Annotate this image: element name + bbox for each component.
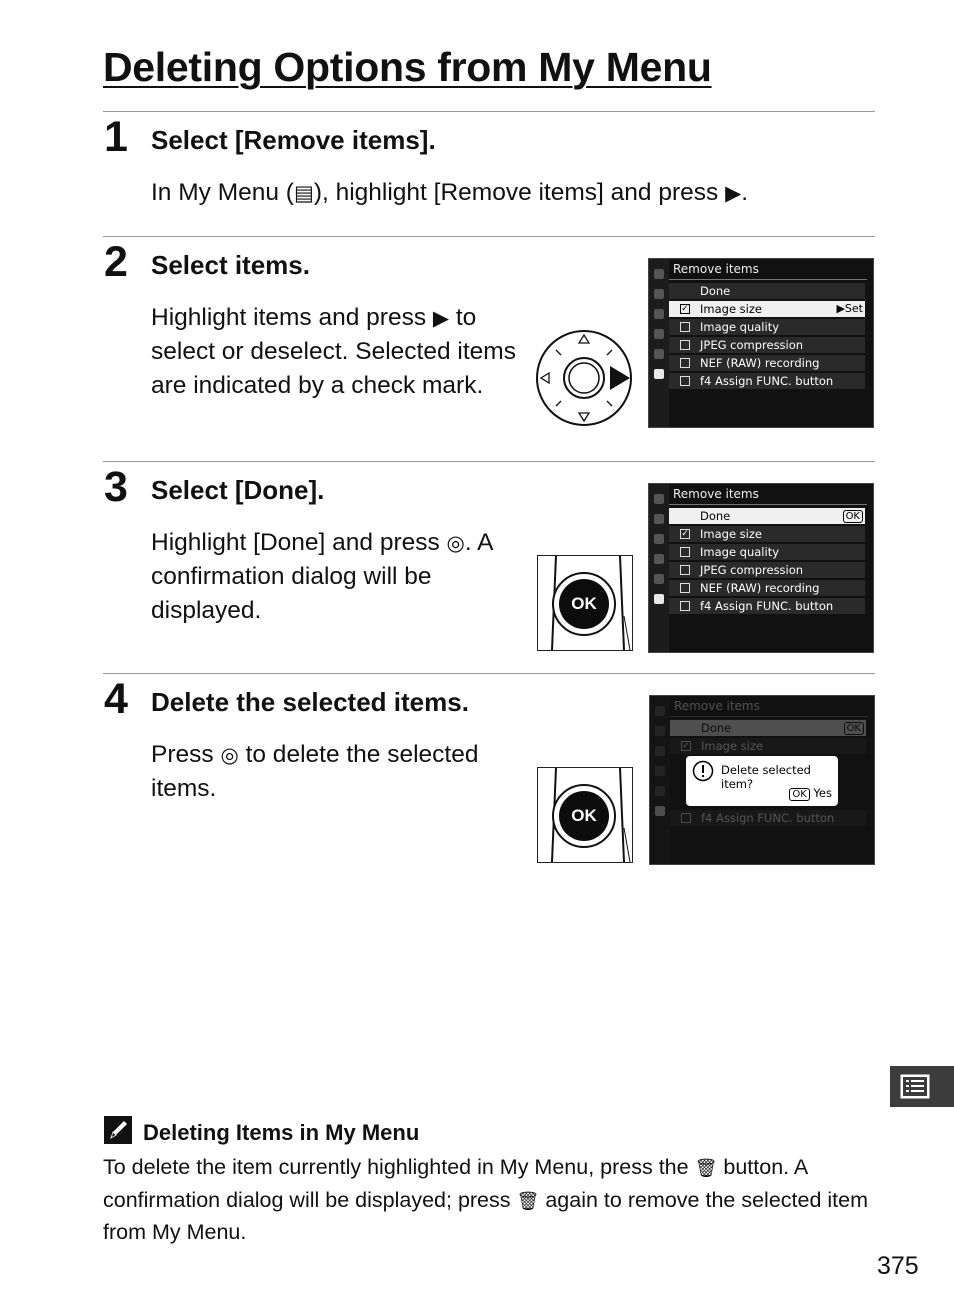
ok-button-label: OK xyxy=(571,594,597,613)
my-menu-icon: ▤ xyxy=(293,181,314,205)
page-title: Deleting Options from My Menu xyxy=(103,44,712,90)
divider xyxy=(103,673,875,674)
my-menu-tab xyxy=(890,1066,954,1107)
ok-button-illustration xyxy=(537,555,633,651)
step-text-2: Highlight items and press ▶ to select or deselect. Selected items are indicated by a check mark. xyxy=(151,304,516,399)
screen-item-row: JPEG compression xyxy=(669,562,865,578)
dialog-text: Delete selected item? xyxy=(721,763,811,791)
screen-item-row: NEF (RAW) recording xyxy=(669,580,865,596)
step-number-4: 4 xyxy=(104,675,128,723)
trash-icon: 🗑 xyxy=(516,1190,540,1212)
screen-item-row: Image quality xyxy=(669,544,865,560)
ok-button-icon: ◎ xyxy=(446,531,465,555)
screen-item-row: JPEG compression xyxy=(669,337,865,353)
right-arrow-icon: ▶ xyxy=(432,306,450,330)
step-text-4: Press ◎ to delete the selected items. xyxy=(151,741,479,802)
list-icon xyxy=(900,1074,930,1099)
step-text-3: Highlight [Done] and press ◎. A confirmation dialog will be displayed. xyxy=(151,529,493,624)
screen-header: Remove items xyxy=(674,699,760,713)
screen-item-row: f4 Assign FUNC. button xyxy=(670,810,866,826)
screen-item-row: ✓ Image size ▶Set xyxy=(669,301,865,317)
screen-item-row: Image quality xyxy=(669,319,865,335)
screen-item-row: f4 Assign FUNC. button xyxy=(669,373,865,389)
screen-header: Remove items xyxy=(673,262,759,276)
note-title: Deleting Items in My Menu xyxy=(143,1120,420,1145)
step-title-3: Select [Done]. xyxy=(151,475,325,505)
step-number-2: 2 xyxy=(104,238,128,286)
camera-screen-select-items xyxy=(648,258,874,428)
step-number-1: 1 xyxy=(104,113,128,161)
page-number: 375 xyxy=(877,1252,919,1280)
confirm-dialog xyxy=(686,756,838,806)
multi-selector-illustration xyxy=(534,328,634,428)
divider xyxy=(103,111,875,112)
warning-icon xyxy=(692,760,714,782)
step-text-1: In My Menu (▤), highlight [Remove items] and press ▶. xyxy=(151,179,749,206)
screen-done-row: Done OK xyxy=(670,720,866,736)
step-number-3: 3 xyxy=(104,463,128,511)
divider xyxy=(103,236,875,237)
camera-screen-select-done xyxy=(648,483,874,653)
screen-item-row: f4 Assign FUNC. button xyxy=(669,598,865,614)
screen-item-row: ✓ Image size xyxy=(670,738,866,754)
screen-done-row: Done xyxy=(669,283,865,299)
note-pencil-icon xyxy=(104,1116,132,1144)
note-body: To delete the item currently highlighted in My Menu, press the 🗑 button. A confirmation dialog will be displayed; press 🗑 again to remove the selected item from My Menu. xyxy=(103,1155,869,1244)
ok-button-icon: ◎ xyxy=(220,743,239,767)
ok-button-label: OK xyxy=(571,806,597,825)
step-title-2: Select items. xyxy=(151,250,310,280)
step-title-1: Select [Remove items]. xyxy=(151,125,436,155)
ok-button-illustration xyxy=(537,767,633,863)
screen-item-row: NEF (RAW) recording xyxy=(669,355,865,371)
right-arrow-icon: ▶ xyxy=(725,181,742,205)
divider xyxy=(103,461,875,462)
dialog-yes: OK Yes xyxy=(789,786,832,801)
screen-item-row: ✓ Image size xyxy=(669,526,865,542)
trash-icon: 🗑 xyxy=(694,1158,718,1179)
step-title-4: Delete the selected items. xyxy=(151,687,469,717)
screen-done-row: Done OK xyxy=(669,508,865,524)
camera-screen-confirm-dialog xyxy=(649,695,875,865)
screen-header: Remove items xyxy=(673,487,759,501)
